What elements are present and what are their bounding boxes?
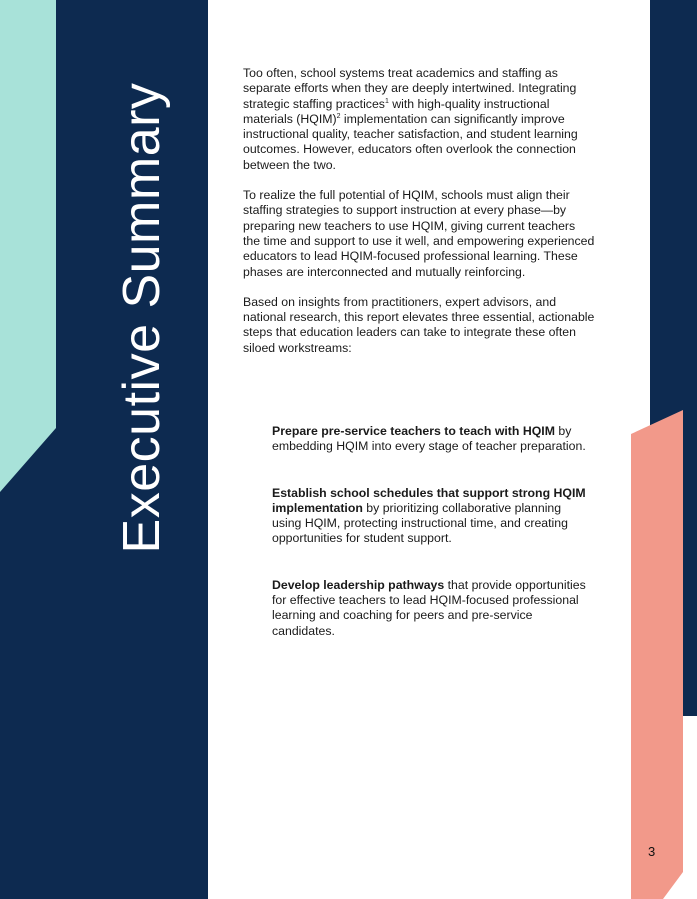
paragraph-1-part-a: Too often, school systems treat academics and staffing as separate efforts when they are deeply intertwined. Integrating strategic staffing practices	[243, 66, 577, 111]
paragraph-2: To realize the full potential of HQIM, schools must align their staffing strategies to support instruction at every phase—by preparing new teachers to use HQIM, giving current teachers the time and support to use it well, and empowering experienced educators to lead HQIM-focused professional learning. These phases are interconnected and mutually reinforcing.	[243, 188, 595, 279]
action-step-heading: Establish school schedules that support strong HQIM implementation	[272, 485, 586, 515]
page-number: 3	[648, 844, 656, 859]
salmon-accent-bar	[631, 410, 683, 899]
paragraph-3: Based on insights from practitioners, expert advisors, and national research, this report elevates three essential, actionable steps that education leaders can take to integrate these often siloed workstreams:	[243, 294, 595, 355]
action-step	[272, 578, 587, 639]
action-step	[272, 486, 587, 547]
footnote-ref-1: 1	[384, 97, 389, 105]
paragraph-1-part-b: with high-quality instructional materials (HQIM)	[243, 96, 550, 126]
paragraph-1	[243, 66, 595, 173]
page-title: Executive Summary	[113, 82, 171, 554]
action-step-text: by embedding HQIM into every stage of teacher preparation.	[272, 424, 586, 454]
footnote-ref-2: 2	[336, 112, 341, 120]
action-step-text: by prioritizing collaborative planning using HQIM, protecting instructional time, and creating opportunities for student support.	[272, 500, 568, 546]
action-step-heading: Develop leadership pathways	[272, 577, 445, 592]
body-text	[243, 66, 595, 371]
paragraph-1-part-c: implementation can significantly improve instructional quality, teacher satisfaction, and student learning outcomes. However, educators often overlook the connection between the two.	[243, 111, 578, 172]
action-step-text: that provide opportunities for effective teachers to lead HQIM-focused professional learning and coaching for peers and pre-service candidates.	[272, 577, 586, 638]
action-step	[272, 424, 587, 455]
action-step-heading: Prepare pre-service teachers to teach with HQIM	[272, 424, 555, 438]
action-steps-list	[272, 424, 587, 670]
teal-accent-strip	[0, 0, 56, 492]
